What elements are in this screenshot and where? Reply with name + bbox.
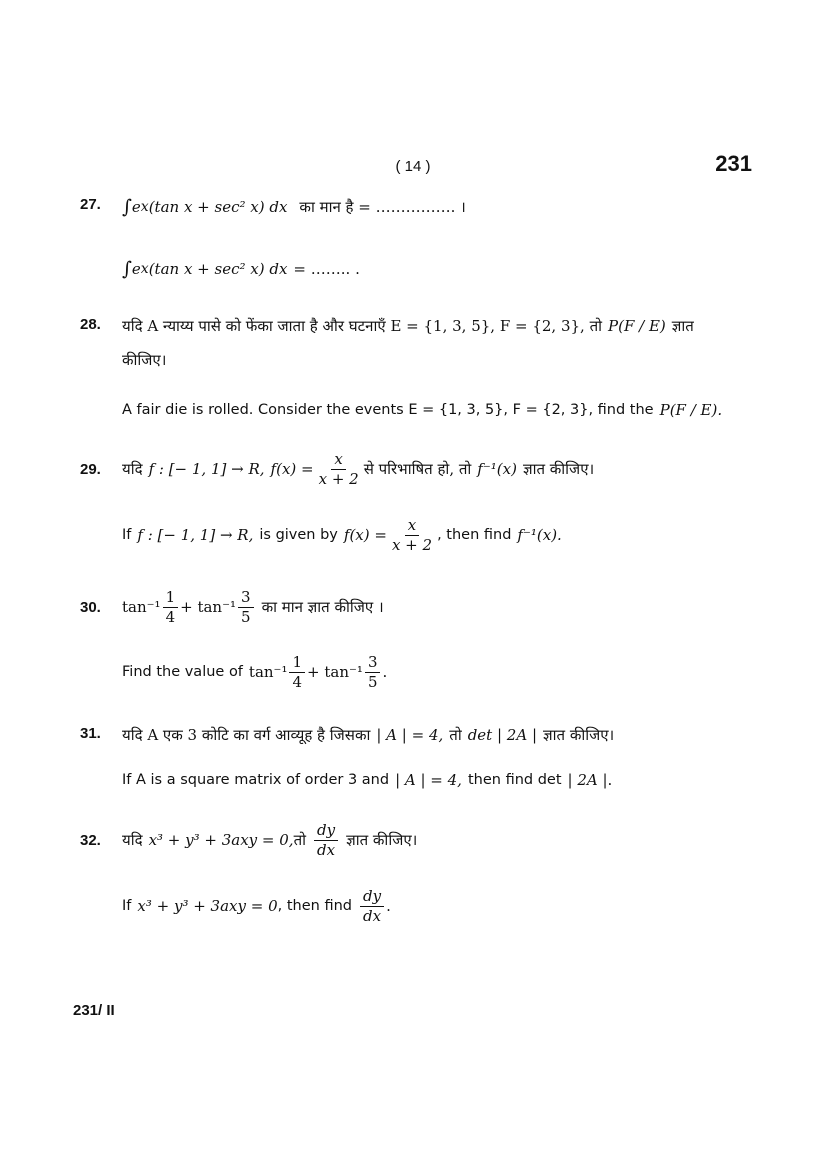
- fraction: $\frac{3}{5}$: [365, 654, 381, 690]
- question-number-28: 28.: [80, 316, 101, 333]
- question-number-30: 30.: [80, 599, 101, 616]
- q28-hindi-line1: यदि A न्याय्य पासे को फेंका जाता है और घटनाएँ E = {1, 3, 5}, F = {2, 3}, तो P(F / E) ज्ञात: [122, 317, 694, 335]
- question-number-32: 32.: [80, 832, 101, 849]
- footer-paper-code: 231/ II: [73, 1002, 115, 1019]
- q28-hindi-line2: कीजिए।: [122, 351, 167, 369]
- q32-english: If x³ + y³ + 3axy = 0 , then find $\frac{dy}{dx}$ .: [122, 887, 391, 925]
- fraction: $\frac{dy}{dx}$: [360, 888, 384, 924]
- paper-code: 231: [715, 151, 752, 176]
- q31-hindi: यदि A एक 3 कोटि का वर्ग आव्यूह है जिसका | A | = 4, तो det | 2A | ज्ञात कीजिए।: [122, 726, 615, 744]
- fraction: $\frac{1}{4}$: [289, 654, 305, 690]
- question-number-31: 31.: [80, 725, 101, 742]
- q29-hindi: यदि f : [− 1, 1] → R, f(x) = $\frac{x}{x + 2}$ से परिभाषित हो, तो f⁻¹(x) ज्ञात कीजिए।: [122, 450, 595, 488]
- question-number-29: 29.: [80, 461, 101, 478]
- q28-english: A fair die is rolled. Consider the events E = {1, 3, 5}, F = {2, 3}, find the P(F / E).: [122, 401, 723, 419]
- q27-english: ∫ e x (tan x + sec² x) dx = …….. .: [122, 258, 360, 280]
- q30-english: Find the value of tan⁻¹ $\frac{1}{4}$ + tan⁻¹ $\frac{3}{5}$ .: [122, 653, 388, 691]
- fraction: $\frac{3}{5}$: [238, 589, 254, 625]
- question-number-27: 27.: [80, 196, 101, 213]
- q30-hindi: tan⁻¹ $\frac{1}{4}$ + tan⁻¹ $\frac{3}{5}$ का मान ज्ञात कीजिए ।: [122, 588, 384, 626]
- fraction: $\frac{1}{4}$: [163, 589, 179, 625]
- q32-hindi: यदि x³ + y³ + 3axy = 0, तो $\frac{dy}{dx}$ ज्ञात कीजिए।: [122, 821, 418, 859]
- page-number: ( 14 ): [395, 158, 431, 175]
- fraction: $\frac{x}{x + 2}$: [391, 516, 433, 554]
- fraction: $\frac{dy}{dx}$: [314, 822, 338, 858]
- fraction: $\frac{x}{x + 2}$: [318, 450, 359, 488]
- q31-english: If A is a square matrix of order 3 and | A | = 4, then find det | 2A | .: [122, 771, 613, 789]
- q29-english: If f : [− 1, 1] → R, is given by f(x) = $\frac{x}{x + 2}$ , then find f⁻¹(x).: [122, 516, 562, 554]
- q27-hindi: ∫ e x (tan x + sec² x) dx का मान है = ……………. ।: [122, 196, 466, 218]
